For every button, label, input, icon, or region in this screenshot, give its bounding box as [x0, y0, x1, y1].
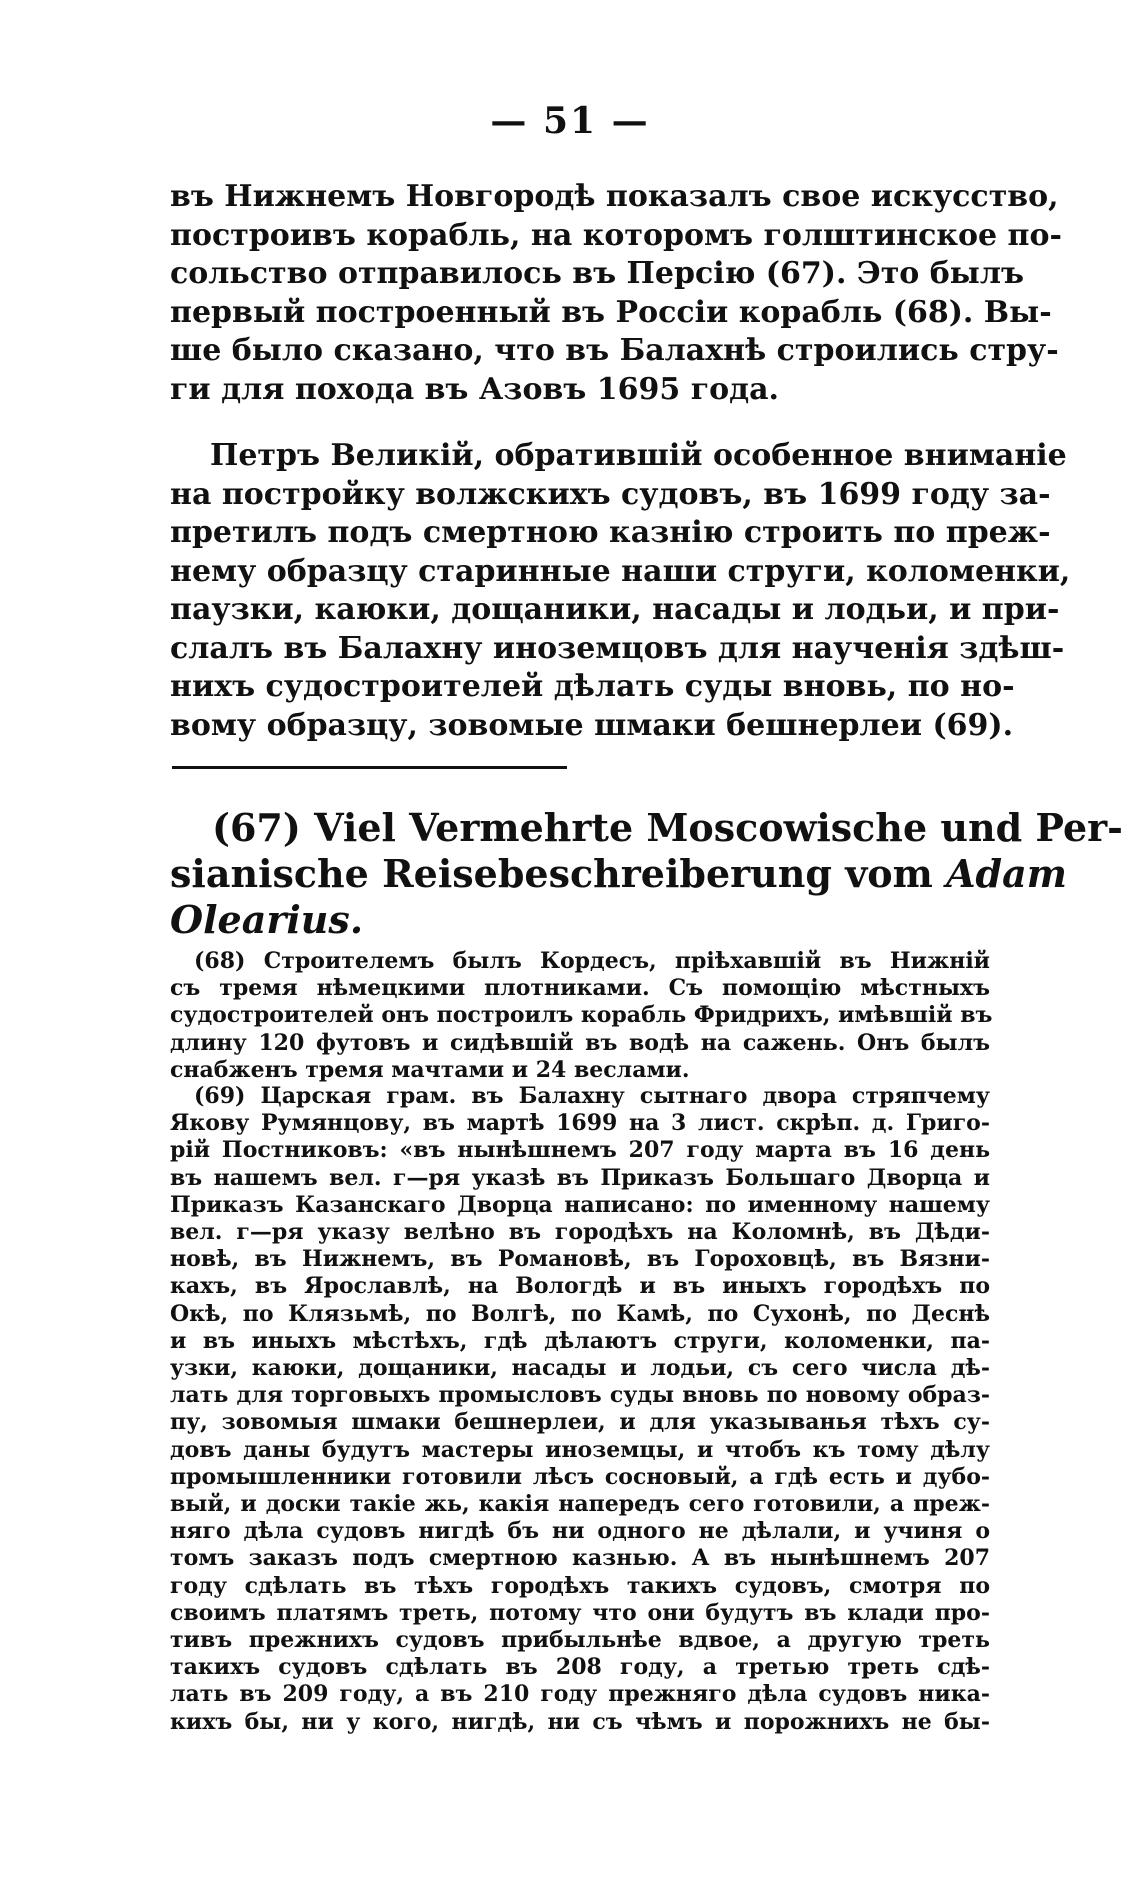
text-line: ше было сказано, что въ Балахнѣ строились стру- [170, 333, 1059, 368]
text-line: Приказъ Казанскаго Дворца написано: по именному нашему [170, 1191, 990, 1218]
text-line: (68) Строителемъ былъ Кордесъ, пріѣхавшій въ Нижній [194, 948, 990, 974]
text-line: няго дѣла судовъ нигдѣ бъ ни одного не дѣлали, и учиня о [170, 1518, 990, 1545]
text-line: вый, и доски такіе жь, какія напередъ сего готовили, а преж- [170, 1491, 990, 1518]
text-line: слалъ въ Балахну иноземцовъ для наученія здѣш- [170, 630, 1065, 666]
text-line: (69) Царская грам. въ Балахну сытнаго двора стряпчему [194, 1083, 990, 1109]
text-line: довъ даны будутъ мастеры иноземцы, и чтобъ къ тому дѣлу [170, 1436, 990, 1463]
text-line: нихъ судостроителей дѣлать суды вновь, по но- [170, 669, 1015, 704]
paragraph-1 [170, 178, 1062, 409]
text-line: тивъ прежнихъ судовъ прибыльнѣе вдвое, а другую треть [170, 1627, 990, 1654]
text-line: Петръ Великій, обратившій особенное вниманіе [210, 438, 1067, 473]
text-line: году сдѣлать въ тѣхъ городѣхъ такихъ судовъ, смотря по [170, 1572, 990, 1599]
text-line: снабженъ тремя мачтами и 24 веслами. [170, 1056, 690, 1083]
text-line: рій Постниковъ: «въ нынѣшнемъ 207 году марта въ 16 день [170, 1137, 990, 1164]
text-line: паузки, каюки, дощаники, насады и лодьи, и при- [170, 592, 1060, 627]
text-line: въ нашемъ вел. г—ря указѣ въ Приказъ Большаго Дворца и [170, 1164, 990, 1191]
footnote-69 [170, 1083, 990, 1736]
text-line: Якову Румянцову, въ мартѣ 1699 на 3 лист. скрѣп. д. Григо- [170, 1110, 990, 1137]
text-line: построивъ корабль, на которомъ голштинское по- [170, 217, 1062, 253]
text-line: томъ заказъ подъ смертною казнью. А въ нынѣшнемъ 207 [170, 1545, 990, 1572]
text-line: претилъ подъ смертною казнію строить по преж- [170, 515, 1051, 550]
text-line: кихъ бы, ни у кого, нигдѣ, ни съ чѣмъ и порожнихъ не бы- [170, 1708, 990, 1735]
text-line: кахъ, въ Ярославлѣ, на Вологдѣ и въ иныхъ городѣхъ по [170, 1273, 990, 1300]
text-line: длину 120 футовъ и сидѣвшій въ водѣ на сажень. Онъ былъ [170, 1029, 990, 1056]
text-line: своимъ платямъ треть, потому что они будутъ въ клади про- [170, 1599, 990, 1626]
text-line: лать въ 209 году, а въ 210 году прежняго дѣла судовъ ника- [170, 1681, 990, 1708]
text-line: пу, зовомыя шмаки бешнерлеи, и для указыванья тѣхъ су- [170, 1409, 990, 1436]
text-line: Окѣ, по Клязьмѣ, по Волгѣ, по Камѣ, по Сухонѣ, по Деснѣ [170, 1300, 990, 1327]
text-line: вому образцу, зовомые шмаки бешнерлеи (69). [170, 707, 1014, 743]
footnote-68 [170, 948, 993, 1084]
text-line: нему образцу старинные наши струги, коломенки, [170, 553, 1071, 589]
text-line [170, 897, 990, 943]
text-line: (67) Viel Vermehrte Moscowische und Per- [212, 805, 1123, 850]
author-first-name: Adam [946, 851, 1067, 896]
text-line: новѣ, въ Нижнемъ, въ Романовѣ, въ Гороховцѣ, въ Вязни- [170, 1246, 990, 1273]
text-line [170, 851, 1067, 897]
text-line: и въ иныхъ мѣстѣхъ, гдѣ дѣлаютъ струги, коломенки, па- [170, 1327, 990, 1354]
text-line: съ тремя нѣмецкими плотниками. Съ помощію мѣстныхъ [170, 975, 990, 1002]
text-line: на постройку волжскихъ судовъ, въ 1699 году за- [170, 476, 1051, 512]
footnote-67 [170, 805, 1123, 943]
text-line: сольство отправилось въ Персію (67). Это былъ [170, 256, 1024, 291]
text-line: такихъ судовъ сдѣлать въ 208 году, а третью треть сдѣ- [170, 1654, 990, 1681]
author-last-name: Olearius. [170, 897, 364, 942]
text-line: вел. г—ря указу велѣно въ городѣхъ на Коломнѣ, въ Дѣди- [170, 1219, 990, 1246]
text-line: первый построенный въ Россіи корабль (68). Вы- [170, 294, 1052, 330]
page-number: — 51 — [490, 100, 650, 142]
text-line: узки, каюки, дощаники, насады и лодьи, съ сего числа дѣ- [170, 1355, 990, 1382]
footnote-67-title-end: sianische Reisebeschreiberung vom [170, 851, 947, 896]
text-line: въ Нижнемъ Новгородѣ показалъ свое искусство, [170, 179, 1059, 214]
text-line: лать для торговыхъ промысловъ суды вновь по новому образ- [170, 1382, 990, 1409]
paragraph-2 [170, 437, 1071, 745]
footnote-divider [172, 766, 567, 769]
text-line: ги для похода въ Азовъ 1695 года. [170, 371, 779, 407]
text-line: судостроителей онъ построилъ корабль Фридрихъ, имѣвшій въ [170, 1002, 993, 1029]
text-line: промышленники готовили лѣсъ сосновый, а гдѣ есть и дубо- [170, 1463, 990, 1490]
